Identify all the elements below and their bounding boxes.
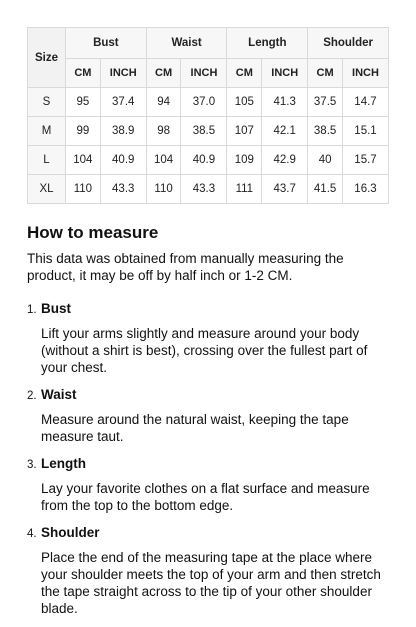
table-cell: 16.3 xyxy=(343,175,389,204)
table-cell: 37.0 xyxy=(181,88,227,117)
step-description: Lay your favorite clothes on a flat surface and measure from the top to the bottom edge. xyxy=(41,481,370,513)
length-header: Length xyxy=(227,28,308,59)
unit-header-cm: CM xyxy=(66,59,101,88)
table-cell: 41.3 xyxy=(262,88,308,117)
table-cell: 99 xyxy=(66,117,101,146)
table-cell: 95 xyxy=(66,88,101,117)
intro-text: This data was obtained from manually measuring the product, it may be off by half inch or 1-2 CM. xyxy=(27,251,344,283)
table-cell: 40 xyxy=(308,146,343,175)
step-name-shoulder: Shoulder xyxy=(41,525,100,540)
table-cell: 40.9 xyxy=(100,146,146,175)
list-item xyxy=(27,455,395,514)
step-number: 1. xyxy=(27,304,37,316)
table-cell: 104 xyxy=(66,146,101,175)
unit-header-inch: INCH xyxy=(181,59,227,88)
table-cell: 105 xyxy=(227,88,262,117)
table-cell: 42.9 xyxy=(262,146,308,175)
size-column-header: Size xyxy=(28,28,66,88)
table-cell: 37.5 xyxy=(308,88,343,117)
size-cell: XL xyxy=(28,175,66,204)
table-cell: 111 xyxy=(227,175,262,204)
step-description: Measure around the natural waist, keeping the tape measure taut. xyxy=(41,412,349,444)
table-cell: 42.1 xyxy=(262,117,308,146)
list-item xyxy=(27,300,395,376)
table-header-row xyxy=(28,28,389,59)
step-number: 2. xyxy=(27,390,37,402)
table-cell: 38.5 xyxy=(181,117,227,146)
table-cell: 14.7 xyxy=(343,88,389,117)
step-number: 4. xyxy=(27,528,37,540)
unit-header-cm: CM xyxy=(227,59,262,88)
table-cell: 110 xyxy=(66,175,101,204)
table-cell: 109 xyxy=(227,146,262,175)
measure-steps-list xyxy=(27,300,395,617)
table-cell: 94 xyxy=(146,88,181,117)
size-cell: S xyxy=(28,88,66,117)
table-cell: 43.7 xyxy=(262,175,308,204)
table-row xyxy=(28,117,389,146)
waist-header: Waist xyxy=(146,28,227,59)
unit-header-cm: CM xyxy=(146,59,181,88)
table-cell: 110 xyxy=(146,175,181,204)
table-cell: 38.5 xyxy=(308,117,343,146)
table-unit-row xyxy=(28,59,389,88)
unit-header-inch: INCH xyxy=(343,59,389,88)
table-cell: 43.3 xyxy=(100,175,146,204)
list-item xyxy=(27,524,395,617)
table-cell: 104 xyxy=(146,146,181,175)
list-item xyxy=(27,386,395,445)
table-cell: 37.4 xyxy=(100,88,146,117)
table-cell: 15.7 xyxy=(343,146,389,175)
step-number: 3. xyxy=(27,459,37,471)
table-cell: 38.9 xyxy=(100,117,146,146)
bust-header: Bust xyxy=(66,28,147,59)
step-name-waist: Waist xyxy=(41,387,77,402)
size-chart-table xyxy=(27,27,389,204)
section-title: How to measure xyxy=(27,223,159,242)
size-cell: M xyxy=(28,117,66,146)
table-cell: 41.5 xyxy=(308,175,343,204)
table-row xyxy=(28,146,389,175)
table-cell: 15.1 xyxy=(343,117,389,146)
table-row xyxy=(28,88,389,117)
step-description: Lift your arms slightly and measure around your body (without a shirt is best), crossing over the fullest part of your chest. xyxy=(41,326,368,375)
size-cell: L xyxy=(28,146,66,175)
step-name-bust: Bust xyxy=(41,301,71,316)
table-cell: 40.9 xyxy=(181,146,227,175)
how-to-measure-section xyxy=(27,222,395,627)
step-description: Place the end of the measuring tape at the place where your shoulder meets the top of your arm and then stretch the tape straight across to the tip of your other shoulder blade. xyxy=(41,550,381,616)
unit-header-inch: INCH xyxy=(262,59,308,88)
table-cell: 107 xyxy=(227,117,262,146)
unit-header-inch: INCH xyxy=(100,59,146,88)
shoulder-header: Shoulder xyxy=(308,28,389,59)
table-cell: 98 xyxy=(146,117,181,146)
table-row xyxy=(28,175,389,204)
unit-header-cm: CM xyxy=(308,59,343,88)
step-name-length: Length xyxy=(41,456,86,471)
table-cell: 43.3 xyxy=(181,175,227,204)
